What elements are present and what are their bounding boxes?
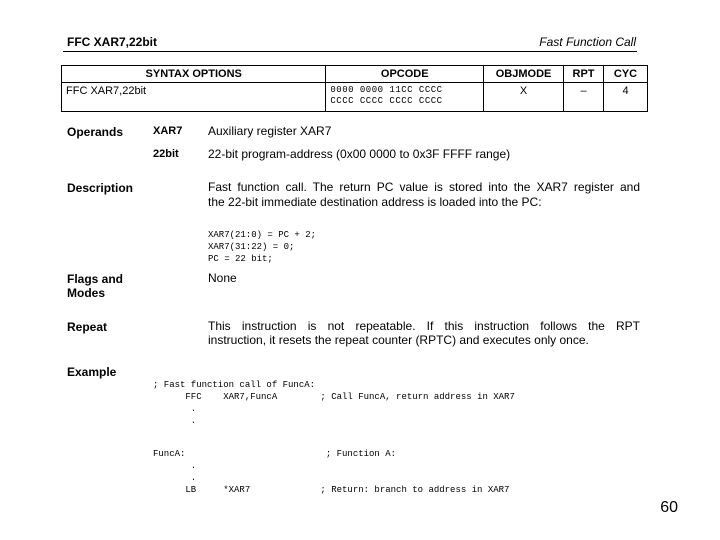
example-line: FuncA: ; Function A: [153,449,397,459]
table-row [62,83,648,112]
header-objmode: OBJMODE [484,66,564,83]
flags-label [67,272,123,300]
cell-rpt: – [564,83,604,112]
operand-xar7-name: XAR7 [153,125,183,137]
operand-xar7-desc: Auxiliary register XAR7 [208,124,332,138]
header-instruction: FFC XAR7,22bit [67,35,158,49]
cell-opcode [326,83,484,112]
header-rpt: RPT [564,66,604,83]
syntax-options-table [61,65,648,112]
cell-syntax: FFC XAR7,22bit [62,83,326,112]
example-label: Example [67,365,117,379]
operand-22bit-name: 22bit [153,148,179,160]
code-line: XAR7(21:0) = PC + 2; [208,230,317,240]
example-code [153,367,515,508]
repeat-line-2: instruction, it resets the repeat counter (RPTC) and executes only once. [208,333,589,347]
example-line: . [153,461,197,471]
operand-22bit-desc: 22-bit program-address (0x00 0000 to 0x3F FFFF range) [208,147,511,161]
cell-objmode: X [484,83,564,112]
description-line-2: the 22-bit immediate destination address is loaded into the PC: [208,195,542,209]
opcode-line-2: CCCC CCCC CCCC CCCC [330,96,443,106]
repeat-label: Repeat [67,320,108,334]
opcode-line-1: 0000 0000 11CC CCCC [330,85,443,95]
description-label: Description [67,181,134,195]
code-line: XAR7(31:22) = 0; [208,242,295,252]
repeat-line-1: This instruction is not repeatable. If this instruction follows the RPT [208,319,640,333]
example-line: LB *XAR7 ; Return: branch to address in XAR7 [153,485,510,495]
header-rule [63,51,637,52]
example-line: FFC XAR7,FuncA ; Call FuncA, return address in XAR7 [153,392,515,402]
page-number: 60 [660,499,678,516]
header-syntax-options: SYNTAX OPTIONS [62,66,326,83]
header-opcode: OPCODE [326,66,484,83]
cell-cyc: 4 [604,83,648,112]
example-line: . [153,404,197,414]
flags-label-line-2: Modes [67,286,106,300]
operands-label: Operands [67,125,124,139]
description-code [208,217,316,277]
example-line [153,427,515,448]
example-line: ; Fast function call of FuncA: [153,380,316,390]
flags-label-line-1: Flags and [67,272,124,286]
code-line: PC = 22 bit; [208,254,273,264]
example-line: . [153,473,197,483]
header-cyc: CYC [604,66,648,83]
description-line-1: Fast function call. The return PC value is stored into the XAR7 register and [208,180,640,194]
header-title: Fast Function Call [539,35,636,49]
table-header-row [62,66,648,83]
example-line: . [153,416,197,426]
flags-value: None [208,271,237,285]
